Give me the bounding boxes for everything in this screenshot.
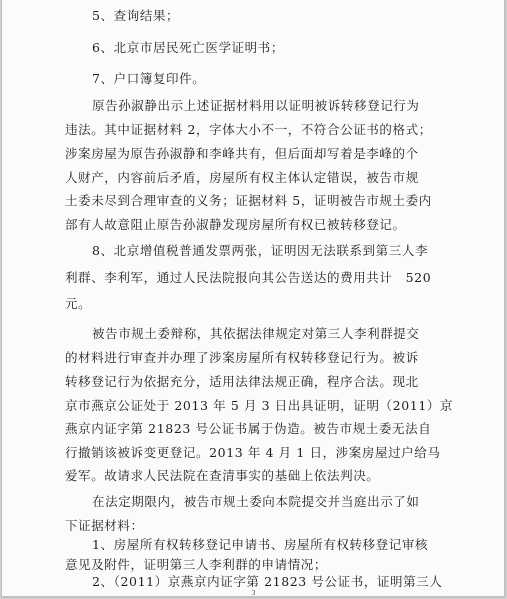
text-line: 5、查询结果； xyxy=(92,8,180,23)
text-line: 1、房屋所有权转移登记申请书、房屋所有权转移登记审核 xyxy=(92,537,429,552)
text-line: 8、北京增值税普通发票两张，证明因无法联系到第三人李 xyxy=(92,243,429,258)
text-line: 部有人故意阻止原告孙淑静发现房屋所有权已被转移登记。 xyxy=(65,217,406,232)
text-line: 的材料进行审查并办理了涉案房屋所有权转移登记行为。被诉 xyxy=(65,350,419,365)
text-line: 京市燕京公证处于 2013 年 5 月 3 日出具证明，证明（2011）京 xyxy=(65,398,454,413)
text-line: 2、（2011）京燕京内证字第 21823 号公证书，证明第三人 xyxy=(92,574,443,589)
text-line: 原告孙淑静出示上述证据材料用以证明被诉转移登记行为 xyxy=(92,98,420,113)
text-line: 燕京内证字第 21823 号公证书属于伪造。被告市规土委无法自 xyxy=(65,421,432,436)
text-line: 6、北京市居民死亡医学证明书； xyxy=(92,40,284,55)
page-number: 3 xyxy=(251,590,256,597)
text-line: 爱军。故请求人民法院在查清事实的基础上依法判决。 xyxy=(65,468,380,483)
text-line: 利群、李利军，通过人民法院报向其公告送达的费用共计 520 xyxy=(65,270,432,285)
text-line: 在法定期限内，被告市规土委向本院提交并当庭出示了如 xyxy=(92,494,420,509)
text-line: 7、户口簿复印件。 xyxy=(92,71,206,86)
text-line: 下证据材料： xyxy=(65,518,144,533)
text-line: 违法。其中证据材料 2，字体大小不一，不符合公证书的格式； xyxy=(65,122,432,137)
text-line: 人财产，内容前后矛盾，房屋所有权主体认定错误，被告市规 xyxy=(65,170,419,185)
text-line: 涉案房屋为原告孙淑静和李峰共有，但后面却写着是李峰的个 xyxy=(65,146,419,161)
text-line: 行撤销该被诉变更登记。2013 年 4 月 1 日，涉案房屋过户给马 xyxy=(65,445,441,460)
text-line: 被告市规土委辩称，其依据法律规定对第三人李利群提交 xyxy=(92,326,420,341)
document-page xyxy=(2,0,505,597)
text-line: 转移登记行为依据充分，适用法律法规正确，程序合法。现北 xyxy=(65,374,419,389)
text-line: 意见及附件，证明第三人李利群的申请情况； xyxy=(65,557,328,572)
text-line: 元。 xyxy=(65,296,92,311)
text-line: 土委未尽到合理审查的义务；证据材料 5，证明被告市规土委内 xyxy=(65,193,432,208)
